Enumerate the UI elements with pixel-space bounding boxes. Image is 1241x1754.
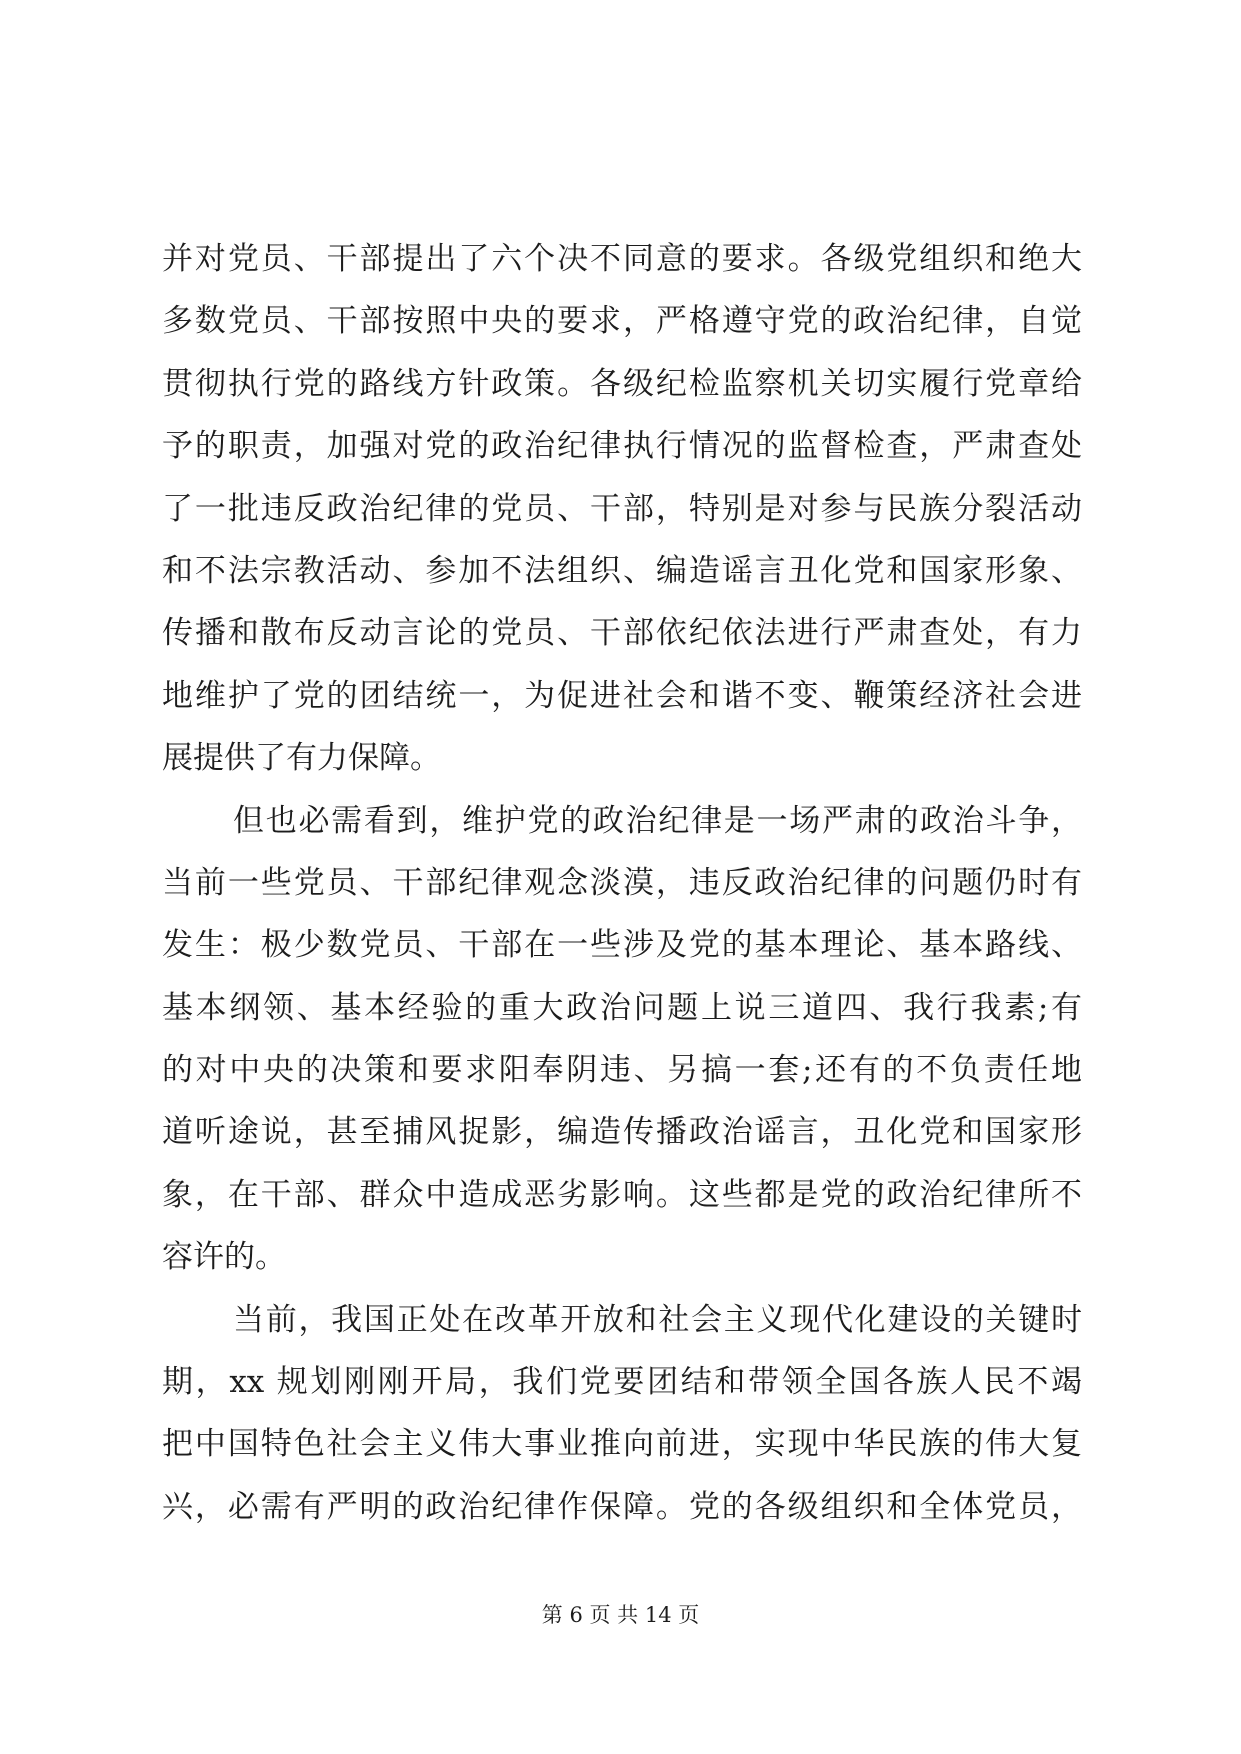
paragraph-3	[162, 1289, 1082, 1539]
text-line: 期，xx 规划刚刚开局，我们党要团结和带领全国各族人民不竭	[162, 1364, 1082, 1401]
text-line: 地维护了党的团结统一，为促进社会和谐不变、鞭策经济社会进	[162, 677, 1082, 714]
text-line: 贯彻执行党的路线方针政策。各级纪检监察机关切实履行党章给	[162, 365, 1082, 402]
paragraph-2	[162, 790, 1082, 1289]
page-number: 第 6 页 共 14 页	[541, 1603, 700, 1627]
text-line: 基本纲领、基本经验的重大政治问题上说三道四、我行我素;有	[162, 989, 1082, 1026]
text-line: 和不法宗教活动、参加不法组织、编造谣言丑化党和国家形象、	[162, 552, 1082, 589]
text-line: 道听途说，甚至捕风捉影，编造传播政治谣言，丑化党和国家形	[162, 1114, 1082, 1151]
text-line: 的对中央的决策和要求阳奉阴违、另搞一套;还有的不负责任地	[162, 1052, 1082, 1089]
text-line: 传播和散布反动言论的党员、干部依纪依法进行严肃查处，有力	[162, 615, 1082, 652]
paragraph-1	[162, 228, 1082, 790]
text-line: 容许的。	[162, 1239, 286, 1276]
text-line: 兴，必需有严明的政治纪律作保障。党的各级组织和全体党员，	[162, 1488, 1082, 1525]
text-line: 把中国特色社会主义伟大事业推向前进，实现中华民族的伟大复	[162, 1426, 1082, 1463]
document-body	[162, 228, 1082, 1538]
text-line: 了一批违反政治纪律的党员、干部，特别是对参与民族分裂活动	[162, 490, 1082, 527]
text-line: 当前，我国正处在改革开放和社会主义现代化建设的关键时	[233, 1301, 1082, 1338]
text-line: 象，在干部、群众中造成恶劣影响。这些都是党的政治纪律所不	[162, 1176, 1082, 1213]
text-line: 多数党员、干部按照中央的要求，严格遵守党的政治纪律，自觉	[162, 303, 1082, 340]
text-line: 当前一些党员、干部纪律观念淡漠，违反政治纪律的问题仍时有	[162, 864, 1082, 901]
text-line: 并对党员、干部提出了六个决不同意的要求。各级党组织和绝大	[162, 241, 1082, 277]
text-line: 予的职责，加强对党的政治纪律执行情况的监督检查，严肃查处	[162, 428, 1082, 465]
text-line: 展提供了有力保障。	[162, 740, 441, 777]
text-line: 发生：极少数党员、干部在一些涉及党的基本理论、基本路线、	[162, 927, 1082, 964]
text-line: 但也必需看到，维护党的政治纪律是一场严肃的政治斗争，	[233, 802, 1082, 839]
